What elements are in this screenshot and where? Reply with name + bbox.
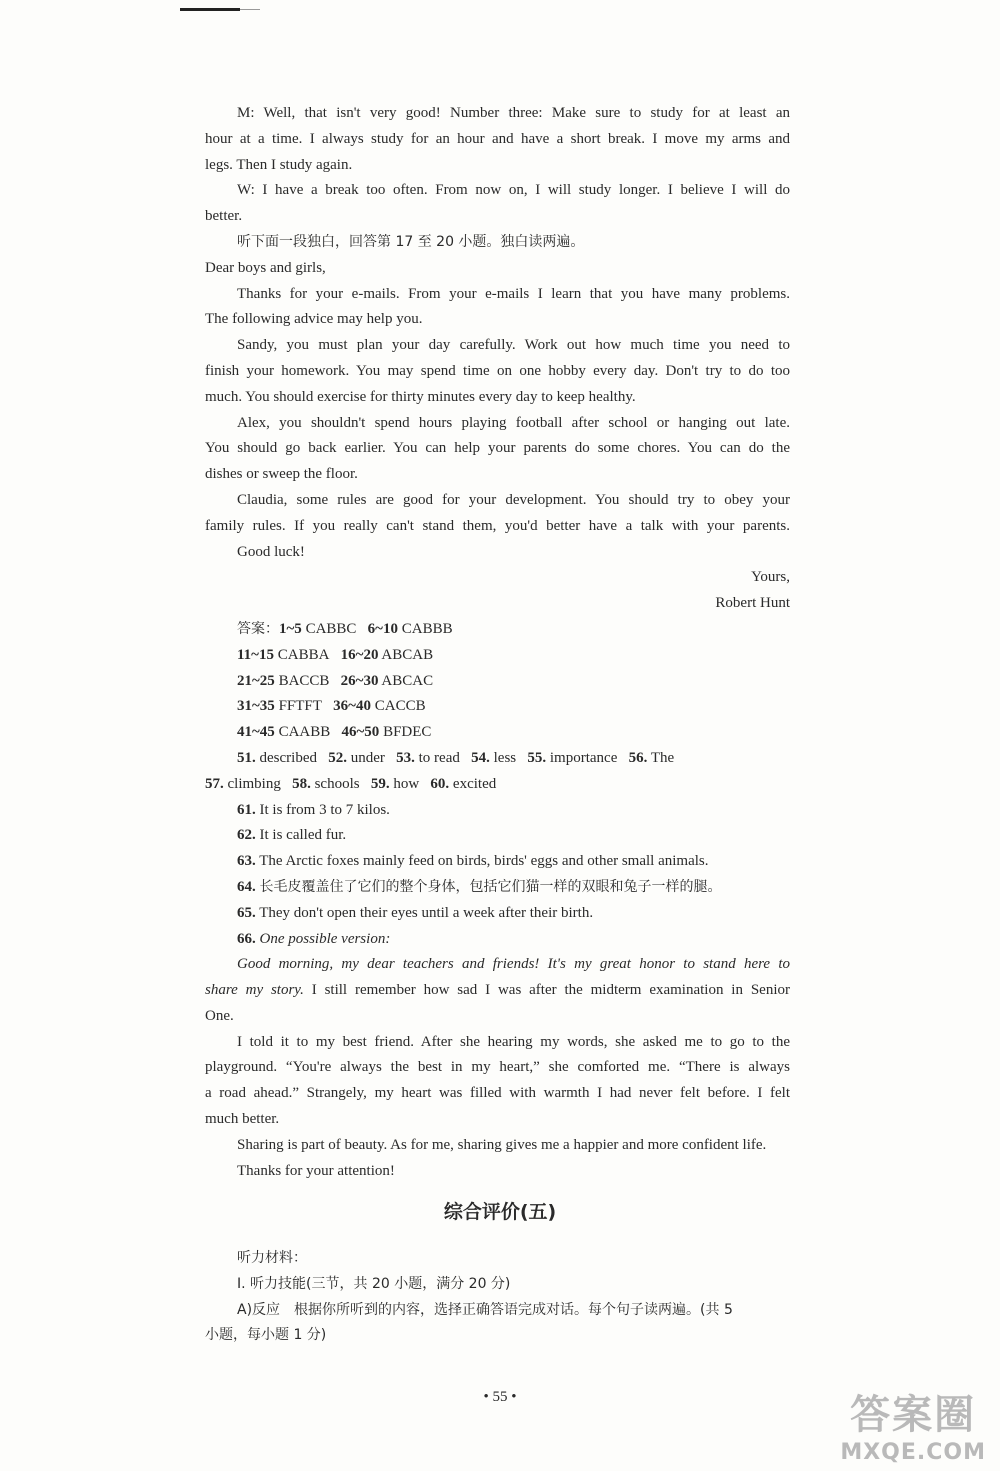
answer-text: The Arctic foxes mainly feed on birds, birds' eggs and other small animals. [259, 853, 709, 870]
section-title: 综合评价(五) [443, 1201, 557, 1223]
item-number: 66. [237, 930, 256, 947]
essay-line: Good morning, my dear teachers and friends! It's my great honor to stand here to [237, 956, 790, 973]
item-number: 53. [396, 749, 415, 766]
item-number: 52. [328, 749, 347, 766]
answer-row [205, 643, 790, 669]
dialogue-line: legs. Then I study again. [205, 156, 353, 173]
dialogue-line: hour at a time. I always study for an hour and have a short break. I move my arms and [205, 130, 790, 147]
answer-key: BACCB [278, 672, 330, 689]
letter-line: The following advice may help you. [205, 311, 423, 328]
item-number: 65. [237, 904, 256, 921]
answer-key: CACCB [374, 698, 426, 715]
item-number: 63. [237, 853, 256, 870]
watermark-url: MXQE.COM [840, 1440, 986, 1465]
letter-line: Claudia, some rules are good for your development. You should try to obey your [237, 491, 790, 508]
letter-line: You should go back earlier. You can help your parents do some chores. You can do the [205, 440, 790, 457]
page-content [205, 101, 790, 1184]
watermark-logo-text: 答案圈 [850, 1392, 977, 1438]
item-number: 54. [471, 749, 490, 766]
writing-label: One possible version: [259, 930, 391, 947]
reading-answer [205, 823, 790, 849]
blank-answers-row [205, 772, 790, 798]
item-number: 57. [205, 775, 224, 792]
essay-line [205, 978, 790, 1004]
answer-range: 36~40 [333, 698, 371, 715]
essay-italic: share my story. [205, 982, 304, 999]
listening-part: Ⅰ. 听力技能(三节，共 20 小题，满分 20 分) [237, 1275, 511, 1292]
blank-answer: schools [314, 775, 360, 792]
answer-key: CAABB [278, 724, 331, 741]
answer-text: It is from 3 to 7 kilos. [259, 801, 390, 818]
answer-range: 26~30 [340, 672, 379, 689]
page-number: • 55 • [483, 1389, 517, 1405]
essay-line: playground. “You're always the best in my heart,” she comforted me. “There is always [205, 1059, 790, 1076]
letter-line: dishes or sweep the floor. [205, 466, 358, 483]
blank-answer: how [393, 775, 420, 792]
writing-header [205, 927, 790, 953]
dialogue-line: M: Well, that isn't very good! Number three: Make sure to study for at least an [237, 105, 790, 121]
listening-label: 听力材料： [237, 1250, 307, 1266]
item-number: 55. [527, 749, 547, 766]
listening-instruction: A)反应 根据你所听到的内容，选择正确答语完成对话。每个句子读两遍。(共 5 [237, 1301, 733, 1318]
letter-signature: Robert Hunt [715, 595, 790, 612]
answer-range: 1~5 [279, 620, 302, 637]
blank-answer: importance [549, 749, 618, 766]
answer-row [205, 720, 790, 746]
letter-greeting: Dear boys and girls, [205, 259, 326, 276]
blank-answer: described [259, 749, 317, 766]
answer-key: BFDEC [383, 724, 432, 741]
header-rule [180, 8, 240, 11]
answer-key: CABBB [401, 620, 453, 637]
item-number: 62. [237, 827, 256, 844]
answer-range: 21~25 [237, 672, 275, 689]
essay-line: Thanks for your attention! [237, 1162, 395, 1179]
item-number: 61. [237, 801, 256, 818]
essay-line: I told it to my best friend. After she hearing my words, she asked me to go to the [237, 1033, 790, 1050]
answer-label: 答案： [237, 620, 279, 637]
dialogue-line: W: I have a break too often. From now on, I will study longer. I believe I will do [237, 182, 790, 199]
answer-text: It is called fur. [259, 827, 347, 844]
answer-key: FFTFT [278, 698, 322, 715]
letter-line: finish your homework. You may spend time on one hobby every day. Don't try to do too [205, 362, 790, 379]
reading-answer [205, 798, 790, 824]
letter-line: Thanks for your e-mails. From your e-mails I learn that you have many problems. [237, 285, 790, 302]
letter-line: family rules. If you really can't stand them, you'd better have a talk with your parents. [205, 517, 790, 534]
answer-range: 31~35 [237, 698, 275, 715]
header-rule-thin [240, 9, 260, 10]
reading-answer [205, 901, 790, 927]
blank-answer: climbing [227, 775, 281, 792]
answer-range: 16~20 [340, 646, 379, 663]
letter-sign-off: Yours, [751, 569, 790, 586]
answer-text: They don't open their eyes until a week after their birth. [259, 904, 594, 921]
letter-line: Sandy, you must plan your day carefully. Work out how much time you need to [237, 337, 790, 354]
listening-section [205, 1246, 790, 1349]
dialogue-line: better. [205, 208, 243, 225]
essay-line: a road ahead.” Strangely, my heart was filled with warmth I had never felt before. I felt [205, 1085, 790, 1102]
item-number: 59. [370, 775, 390, 792]
essay-line: Sharing is part of beauty. As for me, sharing gives me a happier and more confident life. [237, 1136, 767, 1153]
answer-range: 6~10 [367, 620, 398, 637]
item-number: 64. [237, 878, 256, 895]
letter-line: much. You should exercise for thirty minutes every day to keep healthy. [205, 388, 636, 405]
answer-key: ABCAC [381, 672, 434, 689]
blank-answer: less [493, 749, 517, 766]
blank-answers-row [205, 746, 790, 772]
monologue-instruction: 听下面一段独白，回答第 17 至 20 小题。独白读两遍。 [237, 233, 585, 250]
blank-answer: to read [418, 749, 460, 766]
answer-range: 41~45 [237, 724, 275, 741]
letter-closing: Good luck! [237, 543, 305, 560]
answer-key: CABBC [305, 620, 357, 637]
reading-answer [205, 849, 790, 875]
answer-key: ABCAB [381, 646, 434, 663]
item-number: 51. [237, 749, 256, 766]
reading-answer [205, 875, 790, 901]
essay-text: I still remember how sad I was after the midterm examination in Senior [303, 982, 790, 999]
watermark-logo [840, 1383, 986, 1465]
answer-range: 46~50 [341, 724, 380, 741]
answer-row [205, 694, 790, 720]
letter-line: Alex, you shouldn't spend hours playing football after school or hanging out late. [237, 414, 790, 431]
essay-line: One. [205, 1007, 234, 1024]
answer-key: CABBA [277, 646, 330, 663]
answer-row [205, 617, 790, 643]
essay-line: much better. [205, 1111, 280, 1128]
item-number: 58. [292, 775, 311, 792]
listening-instruction: 小题，每小题 1 分) [205, 1327, 327, 1344]
answer-text: 长毛皮覆盖住了它们的整个身体，包括它们猫一样的双眼和兔子一样的腿。 [259, 878, 722, 895]
item-number: 56. [628, 749, 648, 766]
answer-row [205, 669, 790, 695]
item-number: 60. [430, 775, 450, 792]
blank-answer: The [650, 749, 675, 766]
blank-answer: under [350, 749, 385, 766]
answer-range: 11~15 [237, 646, 274, 663]
blank-answer: excited [452, 775, 497, 792]
